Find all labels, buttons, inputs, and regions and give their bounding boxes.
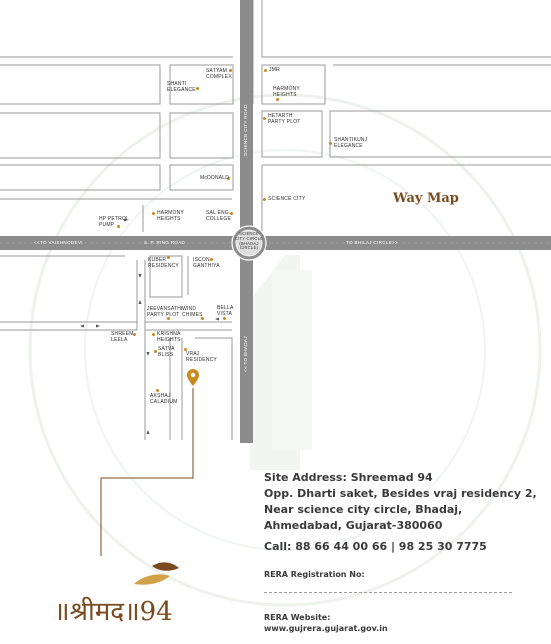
- road-label-to-bhadaj: << TO BHADAJ: [243, 336, 248, 372]
- landmark-sal-eng-college: SAL ENG. COLLEGE: [206, 210, 232, 222]
- landmark-iscon-ganthiya: ISCON GANTHIYA: [193, 257, 220, 269]
- road-label-science-city-road: SCIENCE CITY ROAD: [243, 104, 248, 156]
- rera-registration-label: RERA Registration No:: [264, 570, 365, 579]
- landmark-science-city: SCIENCE CITY: [268, 196, 306, 202]
- rera-website-url[interactable]: www.gujrera.gujarat.gov.in: [264, 624, 388, 633]
- brand-logo: ॥श्रीमद॥94: [54, 597, 173, 627]
- location-connector: [101, 388, 193, 556]
- landmark-vraj-residency: VRAJ RESIDENCY: [186, 351, 217, 363]
- site-address-line-4: Ahmedabad, Gujarat-380060: [264, 519, 443, 532]
- science-city-circle-label: SCIENCE CITY CIRCLE (BHADAJ CIRCLE): [234, 231, 264, 251]
- landmark-satva-bliss: SATVA BLISS: [158, 346, 175, 358]
- landmark-shanti-elegance: SHANTI ELEGANCE: [167, 81, 196, 93]
- site-address-line-1: Site Address: Shreemad 94: [264, 471, 433, 484]
- road-label-sp-ring-road: S. P. RING ROAD: [144, 240, 186, 245]
- road-label-bhilaj-circle: TO BHILAJ CIRCLE>>: [346, 240, 399, 245]
- landmark-mcdonald: McDONALD: [200, 175, 230, 181]
- site-address: [264, 470, 537, 534]
- landmark-shreem-leela: SHREEM LEELA: [111, 331, 134, 343]
- rera-website: [264, 612, 388, 634]
- location-pin-icon[interactable]: [187, 369, 199, 386]
- landmark-harmony-heights-1: HARMONY HEIGHTS: [273, 86, 300, 98]
- landmark-hetarth-party-plot: HETARTH PARTY PLOT: [268, 113, 301, 125]
- landmark-krishna-heights: KRISHNA HEIGHTS: [157, 331, 181, 343]
- landmark-satyam-complex: SATYAM COMPLEX: [206, 68, 232, 80]
- landmark-jmr: JMR: [269, 67, 280, 73]
- landmark-wind-chimes: WIND CHIMES: [182, 306, 203, 318]
- landmark-akshaj-caladium: AKSHAJ CALADIUM: [150, 393, 178, 405]
- landmark-harmony-heights-2: HARMONY HEIGHTS: [157, 210, 184, 222]
- landmark-hp-petrol-pump: HP PETROL PUMP: [99, 216, 130, 228]
- landmark-kuber-residency: KUBER RESIDENCY: [148, 257, 179, 269]
- landmark-jeevansathi-party-plot: JEEVANSATHI PARTY PLOT: [147, 306, 183, 318]
- landmark-shantikunj-elegance: SHANTIKUNJ ELEGANCE: [334, 137, 368, 149]
- science-city-road: [240, 0, 253, 443]
- rera-website-label: RERA Website:: [264, 613, 331, 622]
- rera-registration-field: [264, 592, 512, 593]
- call-numbers: Call: 88 66 44 00 66 | 98 25 30 7775: [264, 540, 487, 553]
- site-address-line-2: Opp. Dharti saket, Besides vraj residency 2,: [264, 487, 537, 500]
- landmark-bella-vista: BELLA VISTA: [217, 305, 234, 317]
- way-map-title: Way Map: [393, 191, 459, 206]
- site-address-line-3: Near science city circle, Bhadaj,: [264, 503, 463, 516]
- road-label-vaishnodevi: <<TO VAISHNODEVI: [34, 240, 83, 245]
